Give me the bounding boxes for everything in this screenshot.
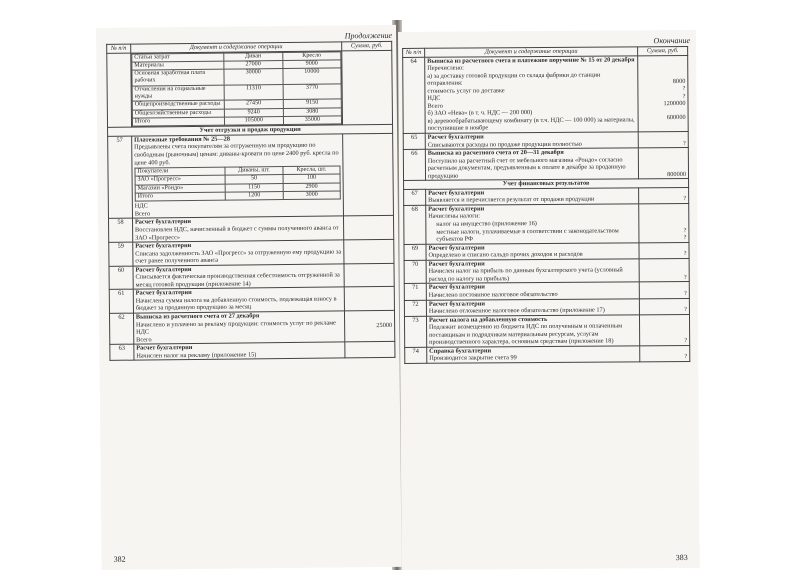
operation-row: 69 Расчет бухгалтерии Определено и списано сальдо прочих доходов и расходов ?	[404, 242, 689, 260]
left-running-head: Продолжение	[344, 30, 393, 41]
operation-row: 74 Справка бухгалтерии Производится закрытие счета 99 ?	[405, 345, 690, 363]
operation-row: 65 Расчет бухгалтерии Списываются расходы по продаже продукции полностью ?	[403, 131, 688, 149]
operation-row: 57 Платежные требования № 25—28 Предъявлены счета покупателям за отгруженную им продукцию по свободным (рыночным) ценам: диваны-кровати по цене 2400 руб. кресла по цене 400 руб. Покупатели Диваны, шт. Кресла, шт. ЗАО «Прогресс» 50 100 Магазин «Рондо» 1150 2900 Итого 1200 3000 НДС Всего	[108, 133, 394, 219]
operation-row: 66 Выписка из расчетного счета от 20—31 декабря Поступило на расчетный счет от мебельного магазина «Рондо» согласно расчетным документам, предъявленным к оплате в декабре за проданную продукцию 800000	[403, 148, 688, 181]
operation-row: 72 Расчет бухгалтерии Начислено отложенное налоговое обязательство (приложение 17) ?	[404, 298, 689, 316]
amount: 8000	[672, 77, 686, 85]
table-row: Итого 1200 3000	[135, 191, 340, 201]
amount: 600000	[666, 113, 686, 121]
page-number: 382	[113, 554, 126, 564]
col-doc-header: Документ и содержание операции	[425, 47, 638, 57]
table-row: ЗАО «Прогресс» 50 100	[135, 174, 340, 184]
col-num-header: № п/п	[403, 48, 425, 57]
col-sum-header: Сумма, руб.	[638, 46, 688, 55]
table-row: Общехозяйственные расходы 9240 3080	[132, 108, 341, 119]
right-operations-table	[402, 46, 690, 364]
operation-row: 63 Расчет бухгалтерии Начислен налог на рекламу (приложение 15)	[110, 342, 395, 361]
table-row: Общепроизводственные расходы 27450 9150	[132, 99, 341, 110]
cost-header: Статьи затрат	[132, 53, 224, 62]
cost-header: Диван	[224, 52, 283, 61]
left-page	[96, 25, 402, 570]
right-page	[398, 30, 700, 570]
col-sum-header: Сумма, руб.	[342, 41, 392, 50]
page-number: 383	[675, 552, 688, 563]
col-doc-header: Документ и содержание операции	[131, 42, 342, 53]
operation-row: 62 Выписка из расчетного счета от 27 декабря Начислено и уплачено за рекламу продукции: стоимость услуг по рекламе НДС Всего 25000	[109, 310, 394, 344]
cost-header: Кресло	[282, 51, 341, 60]
table-row: Отчисления на социальные нужды 11310 3770	[132, 84, 341, 102]
section-heading: Учет отгрузки и продаж продукции	[108, 125, 393, 137]
right-running-head: Окончание	[653, 35, 691, 46]
col-num-header: № п/п	[107, 44, 131, 53]
table-row: Магазин «Рондо» 1150 2900	[135, 183, 340, 193]
operation-row: 59 Расчет бухгалтерии Списана задолженность ЗАО «Прогресс» за отгруженную ему продукцию за счет ранее полученного аванса	[109, 239, 394, 266]
buyers-table: Покупатели Диваны, шт. Кресла, шт. ЗАО «Прогресс» 50 100 Магазин «Рондо» 1150 2900 Итого 1200 3000	[134, 166, 341, 202]
table-row: Итого 105000 35000	[132, 116, 341, 127]
amount: 1200000	[663, 100, 686, 108]
table-row: Материалы 27000 9000	[132, 60, 341, 71]
operation-row: 71 Расчет бухгалтерии Начислено постоянное налоговое обязательство ?	[404, 282, 689, 300]
left-operations-table	[106, 41, 395, 361]
operation-row: 68 Расчет бухгалтерии Начислены налоги: налог на имущество (приложение 16) местные налоги, уплачиваемые в соответствии с законодательством субъектов РФ ? ?	[404, 203, 689, 244]
table-row: Основная заработная плата рабочих 30000 10000	[132, 68, 341, 86]
operation-row: 67 Расчет бухгалтерии Выявляется и перечисляется результат от продажи продукции ?	[404, 187, 689, 205]
amount: 25000	[345, 310, 395, 342]
amount: 800000	[638, 148, 688, 180]
section-heading: Учет финансовых результатов	[404, 179, 689, 190]
operation-row: 61 Расчет бухгалтерии Начислена сумма налога на добавленную стоимость, подлежащая взносу в бюджет за проданную продукцию за месяц	[109, 287, 394, 314]
operation-row: 73 Расчет налога на добавленную стоимость Подлежит возмещению из бюджета НДС по полученным и оплаченным поставщикам и подрядчикам материальным ресурсам, услугам производственного характера, основным средствам (приложение 18) ?	[404, 314, 689, 347]
cost-table	[131, 51, 342, 127]
operation-row: 58 Расчет бухгалтерии Восстановлен НДС, начисленный в бюджет с суммы полученного аванса от ЗАО «Прогресс»	[108, 216, 393, 243]
operation-row: 64 Выписка из расчетного счета и платежное поручение № 15 от 20 декабря Перечислено: а) за доставку готовой продукции со склада фабрики до станции отправления: стоимость услуг по доставке НДС Всего б) ЗАО «Нева» (в т. ч. НДС — 200 000) в) деревообрабатывающему комбинату (в т.ч. НДС — 100 000) за материалы, поступившие в ноябре 8000 ? ? 1200000 600000	[403, 55, 689, 133]
operation-row: 60 Расчет бухгалтерии Списывается фактическая производственная себестоимость отгруженной за месяц готовой продукции (приложение 14)	[109, 263, 394, 290]
operation-row: 70 Расчет бухгалтерии Начислен налог на прибыль по данным бухгалтерского учета (условный расход по налогу на прибыль) ?	[404, 258, 689, 284]
